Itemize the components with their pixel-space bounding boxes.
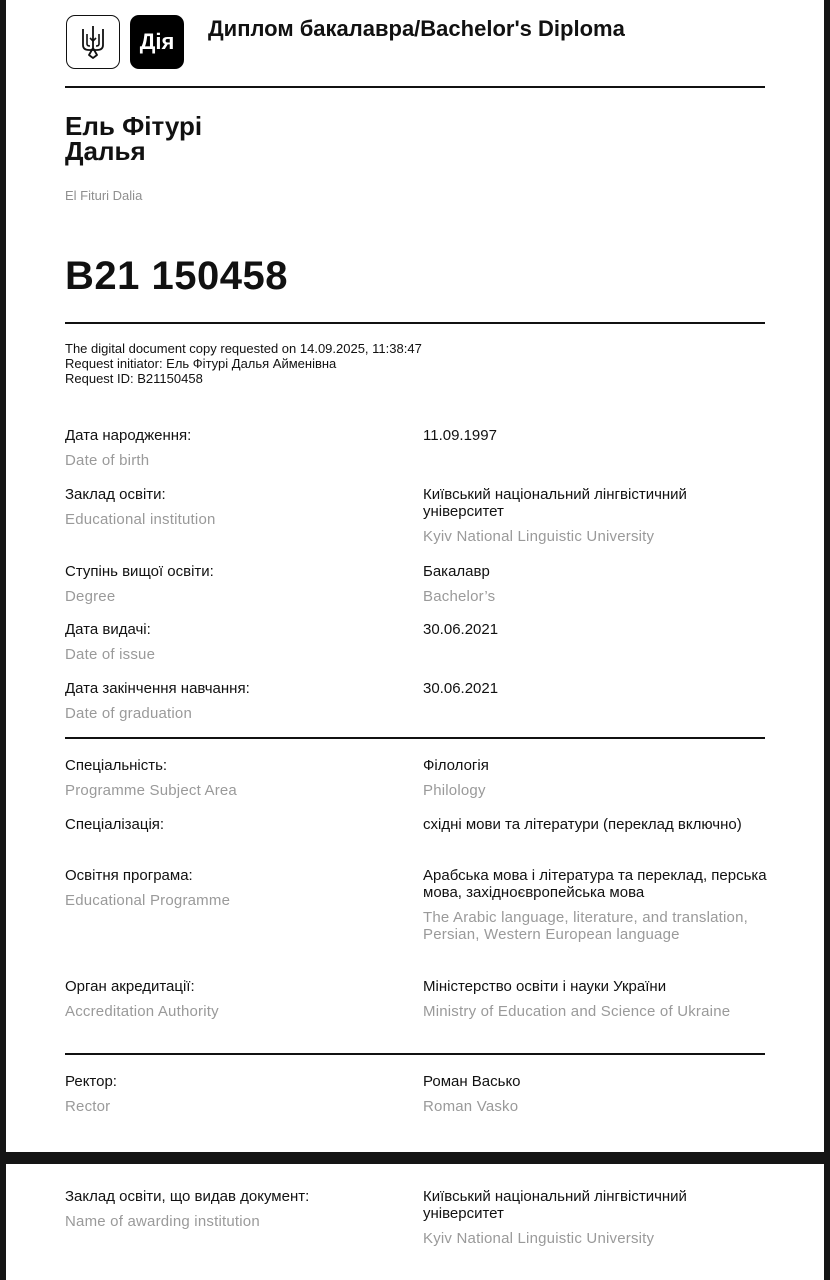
field-value-uk: Бакалавр	[423, 563, 490, 580]
field-value-uk: 30.06.2021	[423, 680, 499, 697]
field-label-uk: Орган акредитації:	[65, 978, 195, 995]
field-label-uk: Дата народження:	[65, 427, 192, 444]
field-label-en: Educational Programme	[65, 892, 231, 909]
field-value-en: Kyiv National Linguistic University	[423, 528, 655, 545]
field-label-en: Date of issue	[65, 646, 156, 663]
field-value-uk: 30.06.2021	[423, 621, 499, 638]
holder-name-uk	[65, 111, 203, 166]
field-value-en: The Arabic language, literature, and translation, Persian, Western European language	[423, 909, 748, 943]
holder-surname: Ель Фітурі	[65, 111, 203, 141]
field-label-en: Degree	[65, 588, 116, 605]
field-label-en: Programme Subject Area	[65, 782, 237, 799]
logo-group	[66, 15, 184, 69]
trident-logo	[66, 15, 120, 69]
field-value-uk: Київський національний лінгвістичний університет	[423, 1188, 687, 1222]
request-initiator: Request initiator: Ель Фітурі Далья Айменівна	[65, 356, 337, 371]
field-label-uk: Спеціалізація:	[65, 816, 165, 833]
divider	[65, 322, 765, 324]
request-date: The digital document copy requested on 14.09.2025, 11:38:47	[65, 341, 422, 356]
document-number: B21 150458	[65, 254, 288, 298]
field-label-uk: Заклад освіти, що видав документ:	[65, 1188, 310, 1205]
field-label-uk: Дата закінчення навчання:	[65, 680, 250, 697]
holder-given-name: Далья	[65, 136, 146, 166]
field-label-en: Educational institution	[65, 511, 216, 528]
field-label-uk: Заклад освіти:	[65, 486, 166, 503]
field-value-uk: 11.09.1997	[423, 427, 497, 444]
field-value-en: Philology	[423, 782, 486, 799]
field-value-en: Roman Vasko	[423, 1098, 519, 1115]
document-page-2	[6, 1164, 824, 1280]
field-value-uk: Роман Васько	[423, 1073, 521, 1090]
field-label-uk: Ректор:	[65, 1073, 117, 1090]
field-label-uk: Спеціальність:	[65, 757, 168, 774]
divider	[65, 86, 765, 88]
field-label-uk: Освітня програма:	[65, 867, 193, 884]
field-value-uk: східні мови та літератури (переклад включно)	[423, 816, 742, 833]
field-label-uk: Дата видачі:	[65, 621, 151, 638]
trident-icon	[80, 25, 106, 59]
document-title: Диплом бакалавра/Bachelor's Diploma	[208, 16, 625, 41]
divider	[65, 737, 765, 739]
holder-name-en: El Fituri Dalia	[65, 188, 143, 203]
document-page-1	[6, 0, 824, 1152]
field-label-en: Rector	[65, 1098, 111, 1115]
field-label-en: Date of graduation	[65, 705, 193, 722]
diia-logo: Дія	[130, 15, 184, 69]
field-value-en: Ministry of Education and Science of Ukraine	[423, 1003, 731, 1020]
field-value-uk: Київський національний лінгвістичний університет	[423, 486, 687, 520]
field-value-en: Bachelor’s	[423, 588, 496, 605]
field-value-uk: Міністерство освіти і науки України	[423, 978, 667, 995]
request-id: Request ID: B21150458	[65, 371, 203, 386]
field-value-uk: Арабська мова і література та переклад, перська мова, західноєвропейська мова	[423, 867, 767, 901]
field-label-en: Date of birth	[65, 452, 150, 469]
field-value-en: Kyiv National Linguistic University	[423, 1230, 655, 1247]
field-value-uk: Філологія	[423, 757, 489, 774]
field-label-uk: Ступінь вищої освіти:	[65, 563, 214, 580]
field-label-en: Accreditation Authority	[65, 1003, 219, 1020]
request-info	[65, 341, 422, 386]
field-label-en: Name of awarding institution	[65, 1213, 260, 1230]
divider	[65, 1053, 765, 1055]
